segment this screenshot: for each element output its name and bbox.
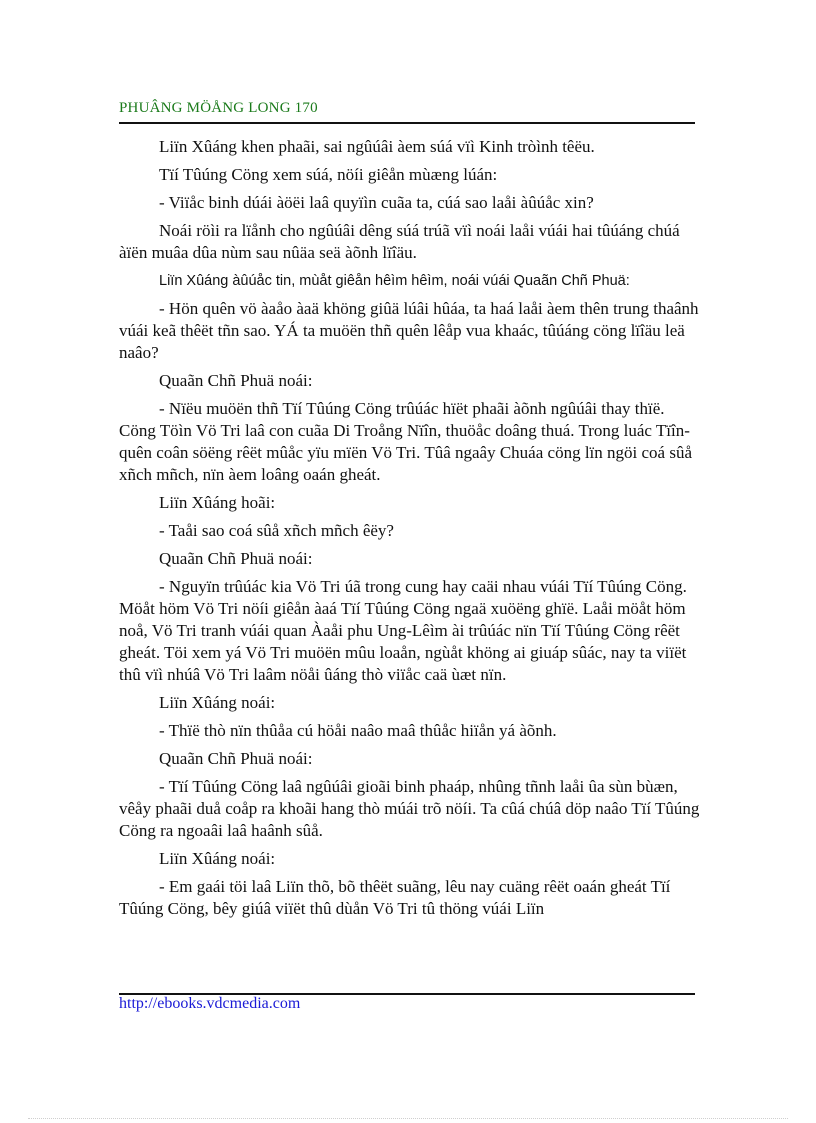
paragraph: Quaãn Chñ Phuä noái: [159, 549, 313, 568]
paragraph: Noái röìi ra lïånh cho ngûúâi dêng súá trúã vïì noái laåi vúái hai tûúáng chúá àïën muâa dûa nùm sau nûäa seä àõnh lïîäu. [119, 221, 680, 262]
paragraph: Liïn Xûáng àûúåc tin, mùåt giêån hêìm hêìm, noái vúái Quaãn Chñ Phuä: [159, 273, 630, 289]
paragraph: - Hön quên vö àaåo àaä khöng giûä lúâi hûáa, ta haá laåi àem thên trung thaânh vúái keã thêët tñn sao. YÁ ta muöën thñ quên lêåp vua khaác, tûúáng cöng lïîäu leä naâo? [119, 299, 699, 362]
paragraph: Quaãn Chñ Phuä noái: [159, 749, 313, 768]
paragraph: - Thïë thò nïn thûåa cú höåi naâo maâ thûåc hiïån yá àõnh. [159, 721, 557, 740]
body-text [119, 136, 704, 926]
paragraph: - Nguyïn trûúác kia Vö Tri úã trong cung hay caäi nhau vúái Tïí Tûúng Cöng. Möåt höm Vö Tri nöíi giêån àaá Tïí Tûúng Cöng ngaä xuöëng ghïë. Laåi möåt höm noå, Vö Tri tranh vúái quan Àaåi phu Ung-Lêìm ài trûúác nïn Tïí Tûúng Cöng rêët gheát. Töi xem yá Vö Tri muöën mûu loaån, ngùåt khöng ai giuáp sûác, nay ta viïët thû vïì nhúâ Vö Tri laâm nöåi ûáng thò viïåc caä ùæt nïn. [119, 577, 687, 684]
paragraph: Quaãn Chñ Phuä noái: [159, 371, 313, 390]
paragraph: - Em gaái töi laâ Liïn thõ, bõ thêët suãng, lêu nay cuäng rêët oaán gheát Tïí Tûúng Cöng, bêy giúâ viïët thû dùån Vö Tri tû thöng vúái Liïn [119, 877, 671, 918]
paragraph: Tïí Tûúng Cöng xem súá, nöíi giêån mùæng lúán: [159, 165, 498, 184]
paragraph: Liïn Xûáng noái: [159, 693, 276, 712]
paragraph: - Tïí Tûúng Cöng laâ ngûúâi gioãi binh phaáp, nhûng tñnh laåi ûa sùn bùæn, vêåy phaãi duå coåp ra khoãi hang thò múái trõ nöíi. Ta cûá chúâ döp naâo Tïí Tûúng Cöng ra ngoaâi laâ haânh sûå. [119, 777, 700, 840]
paragraph: Liïn Xûáng noái: [159, 849, 276, 868]
header-divider [119, 122, 695, 124]
page-bottom-edge [28, 1118, 788, 1119]
footer-url-link[interactable]: http://ebooks.vdcmedia.com [119, 995, 301, 1012]
paragraph: - Nïëu muöën thñ Tïí Tûúng Cöng trûúác hïët phaãi àõnh ngûúâi thay thïë. Cöng Töìn Vö Tri laâ con cuãa Di Troång Nïîn, thuöåc doâng thuá. Trong luác Tïîn-quên coân söëng rêët mûåc yïu mïën Vö Tri. Tûâ ngaây Chuáa cöng lïn ngöi coá sûå xñch mñch, nïn àem loâng oaán gheát. [119, 399, 692, 484]
paragraph: - Taåi sao coá sûå xñch mñch êëy? [159, 521, 394, 540]
paragraph: - Viïåc binh dúái àöëi laâ quyïìn cuãa ta, cúá sao laåi àûúåc xin? [159, 193, 594, 212]
paragraph: Liïn Xûáng khen phaãi, sai ngûúâi àem súá vïì Kinh tròình têëu. [159, 137, 595, 156]
paragraph: Liïn Xûáng hoãi: [159, 493, 276, 512]
running-header: PHUÂNG MÖÅNG LONG 170 [119, 100, 318, 116]
